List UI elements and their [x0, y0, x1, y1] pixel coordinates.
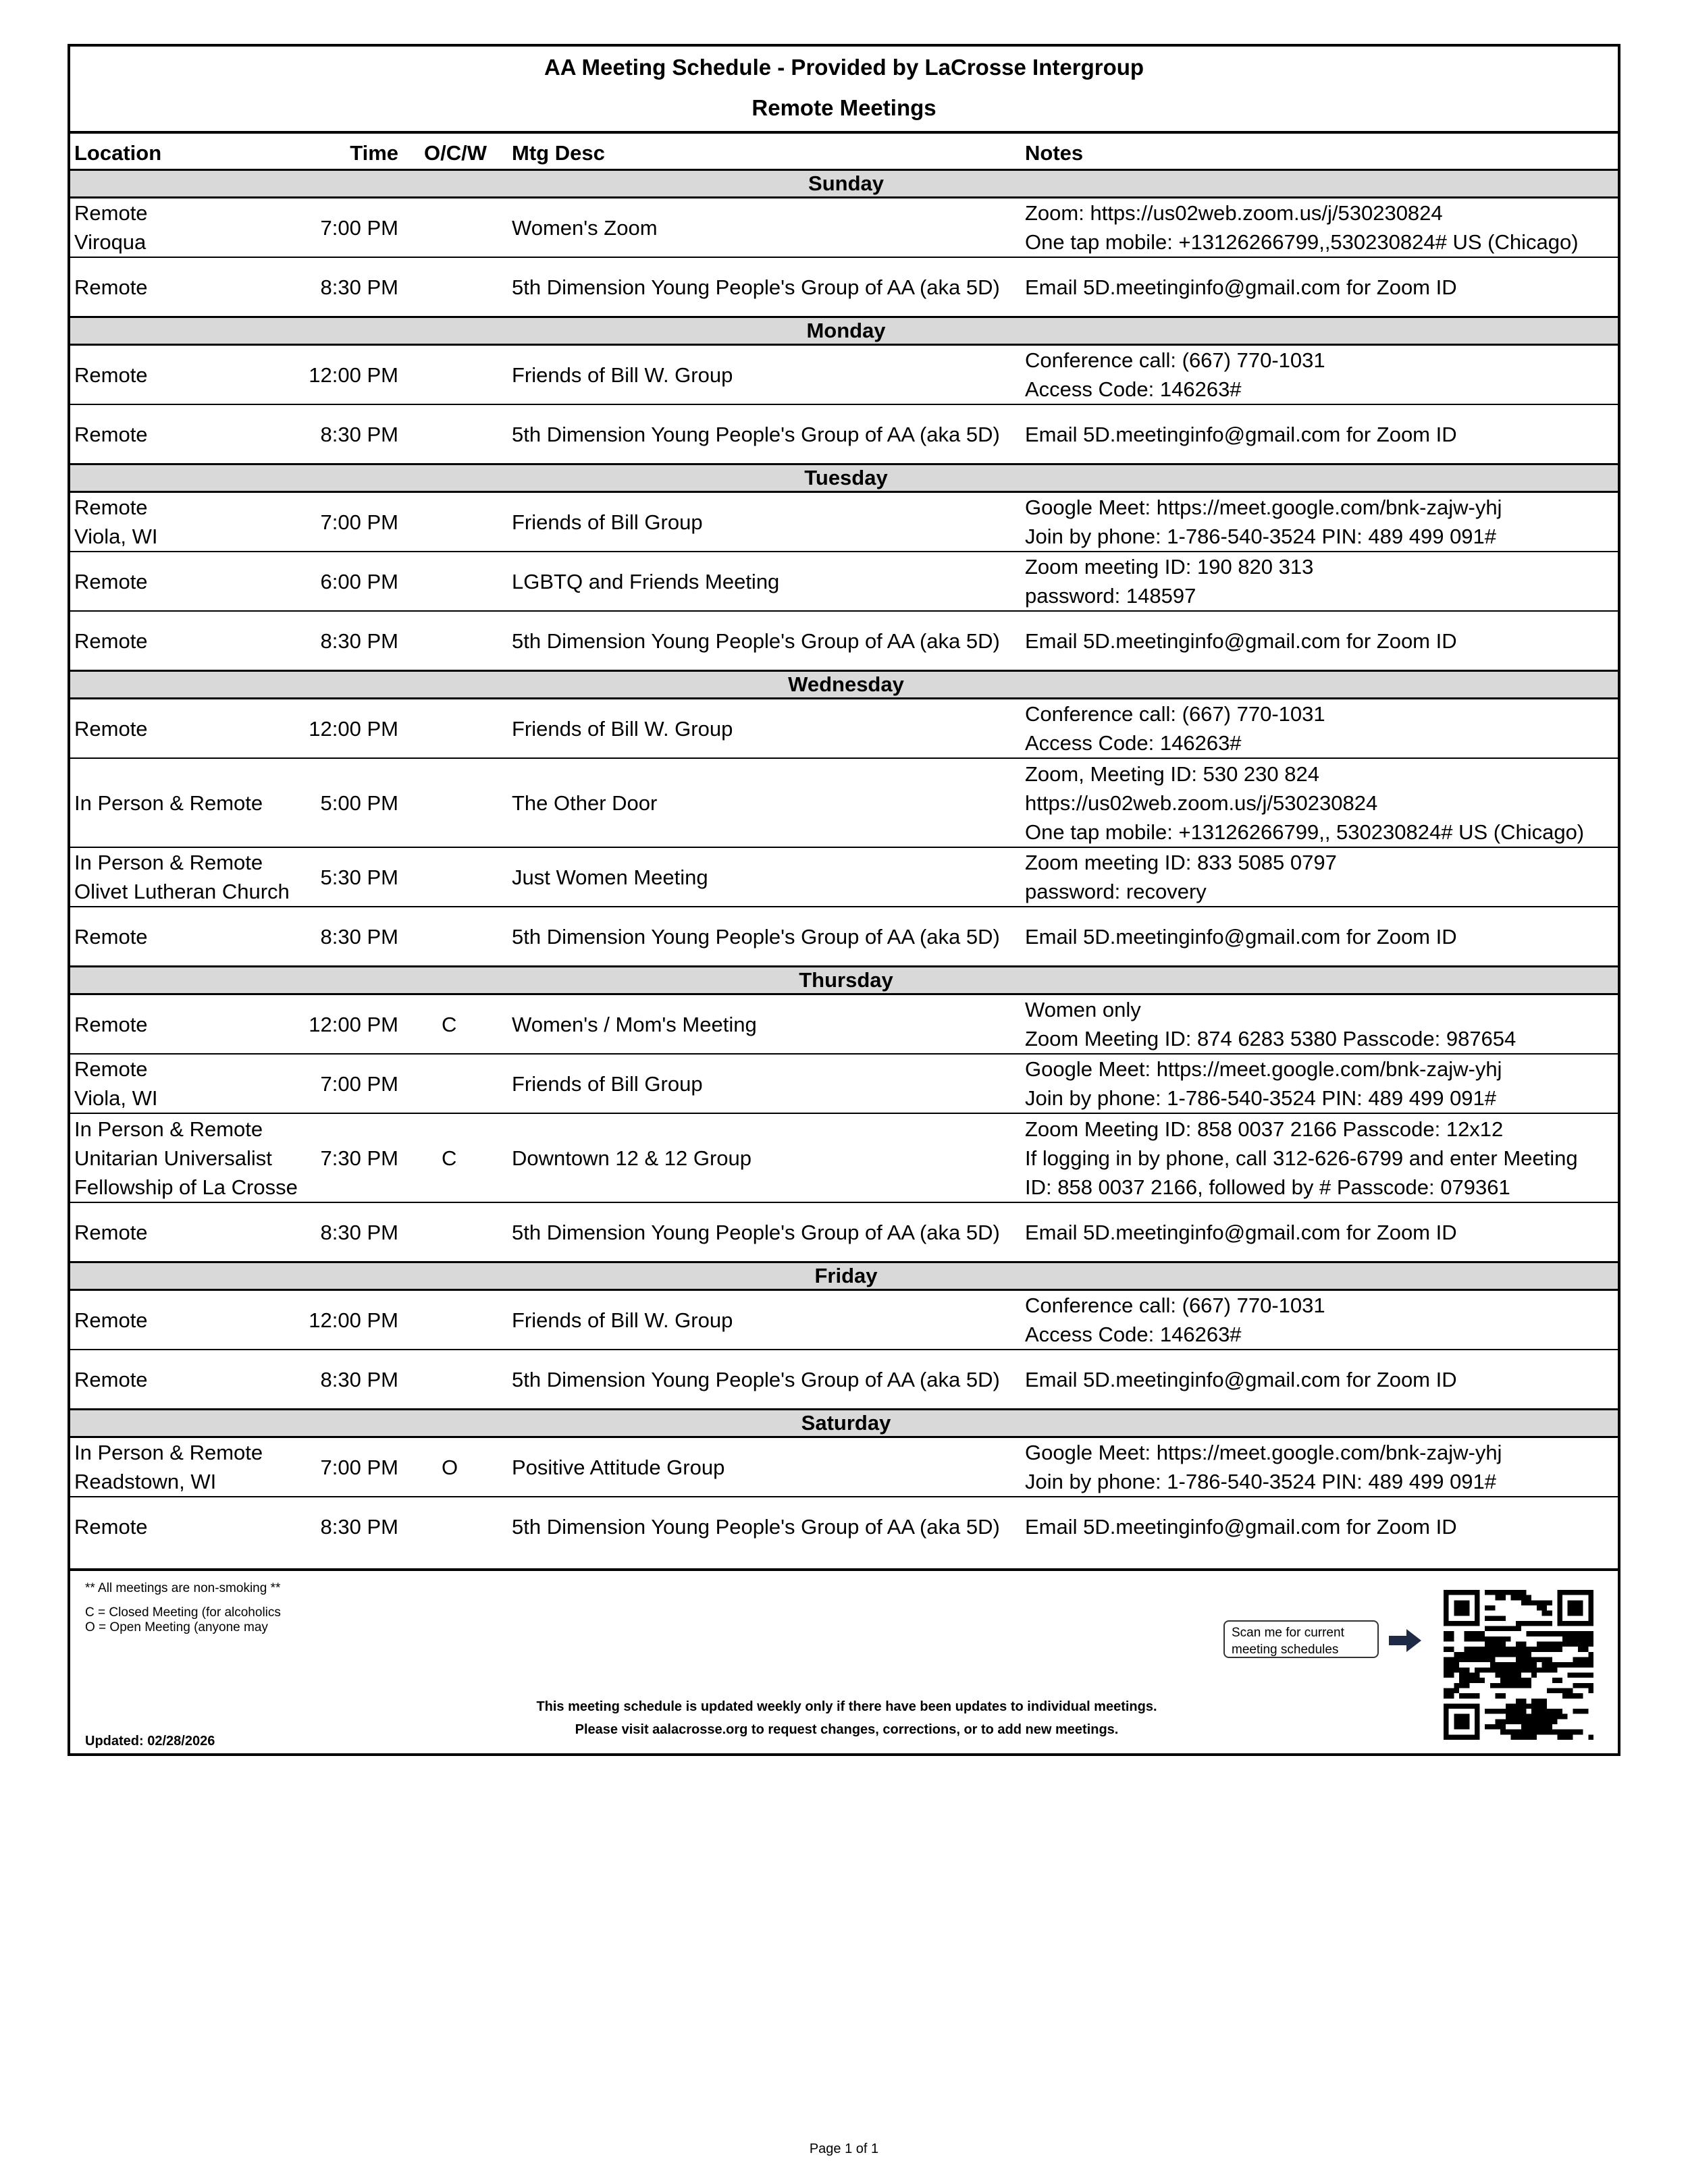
time-cell: 8:30 PM — [320, 924, 398, 949]
notes-cell: Zoom, Meeting ID: 530 230 824 https://us02web.zoom.us/j/530230824 One tap mobile: +13126266799,, 530230824# US (Chicago) — [1021, 758, 1618, 847]
time-cell: 5:00 PM — [300, 758, 419, 847]
location-cell: Remote — [74, 924, 148, 949]
header-location: Location — [74, 141, 162, 165]
time-cell: 7:00 PM — [300, 492, 419, 552]
time-cell: 7:00 PM — [300, 1437, 419, 1497]
desc-cell: Women's Zoom — [508, 198, 1021, 258]
title-block — [70, 47, 1618, 134]
qr-code[interactable] — [1438, 1590, 1600, 1740]
desc-cell: LGBTQ and Friends Meeting — [508, 552, 1021, 611]
location-cell: In Person & Remote Olivet Lutheran Church — [70, 847, 300, 907]
footer — [70, 1568, 1618, 1753]
day-header-tuesday: Tuesday — [70, 464, 1618, 492]
location-cell: In Person & Remote Readstown, WI — [70, 1437, 300, 1497]
ocw-cell — [419, 492, 508, 552]
header-time: Time — [350, 141, 398, 165]
ocw-cell — [419, 1054, 508, 1113]
ocw-cell: C — [419, 1113, 508, 1202]
table-row — [70, 257, 1618, 317]
time-cell: 12:00 PM — [300, 345, 419, 405]
ocw-cell: O — [419, 1437, 508, 1497]
ocw-cell — [419, 611, 508, 671]
time-cell: 8:30 PM — [320, 422, 398, 446]
ocw-cell — [419, 404, 508, 464]
desc-cell: Positive Attitude Group — [508, 1437, 1021, 1497]
ocw-cell — [419, 847, 508, 907]
table-row — [70, 994, 1618, 1055]
table-row — [70, 758, 1618, 847]
update-notice: This meeting schedule is updated weekly only if there have been updates to individual meetings. Please visit aalacrosse.org to request changes, corrections, or to add new meetings. — [536, 1699, 1157, 1737]
day-header-sunday: Sunday — [70, 170, 1618, 198]
location-cell: Remote — [74, 275, 148, 299]
time-cell: 12:00 PM — [300, 1290, 419, 1350]
desc-cell: Friends of Bill W. Group — [508, 345, 1021, 405]
desc-cell: 5th Dimension Young People's Group of AA (aka 5D) — [512, 629, 1000, 653]
location-cell: In Person & Remote Unitarian Universalist Fellowship of La Crosse — [70, 1113, 300, 1202]
time-cell: 8:30 PM — [320, 275, 398, 299]
time-cell: 8:30 PM — [320, 1514, 398, 1539]
schedule-sheet — [68, 44, 1620, 1756]
time-cell: 7:30 PM — [300, 1113, 419, 1202]
ocw-cell — [419, 1202, 508, 1262]
location-cell: Remote — [74, 1514, 148, 1539]
location-cell: Remote — [70, 994, 300, 1055]
table-row — [70, 492, 1618, 552]
table-row — [70, 1437, 1618, 1497]
time-cell: 8:30 PM — [320, 1220, 398, 1244]
day-header-thursday: Thursday — [70, 967, 1618, 994]
location-cell: Remote Viola, WI — [70, 492, 300, 552]
legend-closed: C = Closed Meeting (for alcoholics — [85, 1605, 281, 1620]
day-header-friday: Friday — [70, 1262, 1618, 1290]
desc-cell: Women's / Mom's Meeting — [508, 994, 1021, 1055]
table-row — [70, 198, 1618, 258]
non-smoking-note: ** All meetings are non-smoking ** — [85, 1581, 281, 1595]
table-row — [70, 1350, 1618, 1410]
desc-cell: Friends of Bill Group — [508, 492, 1021, 552]
desc-cell: Friends of Bill Group — [508, 1054, 1021, 1113]
day-header-monday: Monday — [70, 317, 1618, 345]
desc-cell: 5th Dimension Young People's Group of AA (aka 5D) — [512, 422, 1000, 446]
time-cell: 6:00 PM — [300, 552, 419, 611]
ocw-cell — [419, 699, 508, 759]
ocw-cell — [419, 257, 508, 317]
location-cell: Remote Viola, WI — [70, 1054, 300, 1113]
location-cell: Remote Viroqua — [70, 198, 300, 258]
notes-cell: Conference call: (667) 770-1031 Access Code: 146263# — [1021, 699, 1618, 759]
table-row — [70, 907, 1618, 967]
time-cell: 12:00 PM — [300, 994, 419, 1055]
desc-cell: 5th Dimension Young People's Group of AA (aka 5D) — [512, 1220, 1000, 1244]
table-row — [70, 699, 1618, 759]
table-header-row — [70, 134, 1618, 170]
location-cell: Remote — [74, 1367, 148, 1391]
time-cell: 7:00 PM — [300, 198, 419, 258]
notes-cell: Zoom: https://us02web.zoom.us/j/530230824 One tap mobile: +13126266799,,530230824# US (Chicago) — [1021, 198, 1618, 258]
location-cell: Remote — [74, 1220, 148, 1244]
notes-cell: Google Meet: https://meet.google.com/bnk-zajw-yhj Join by phone: 1-786-540-3524 PIN: 489 499 091# — [1021, 1054, 1618, 1113]
ocw-cell: C — [419, 994, 508, 1055]
table-row — [70, 1497, 1618, 1555]
table-row — [70, 1113, 1618, 1202]
location-cell: Remote — [70, 552, 300, 611]
location-cell: Remote — [74, 629, 148, 653]
notes-cell: Conference call: (667) 770-1031 Access Code: 146263# — [1021, 1290, 1618, 1350]
schedule-table — [70, 134, 1618, 1555]
time-cell: 5:30 PM — [300, 847, 419, 907]
scan-callout: Scan me for current meeting schedules — [1223, 1620, 1379, 1658]
ocw-cell — [419, 552, 508, 611]
desc-cell: 5th Dimension Young People's Group of AA (aka 5D) — [512, 924, 1000, 949]
table-row — [70, 1054, 1618, 1113]
ocw-cell — [419, 345, 508, 405]
notes-cell: Email 5D.meetinginfo@gmail.com for Zoom ID — [1025, 422, 1457, 446]
time-cell: 12:00 PM — [300, 699, 419, 759]
notes-cell: Google Meet: https://meet.google.com/bnk-zajw-yhj Join by phone: 1-786-540-3524 PIN: 489 499 091# — [1021, 1437, 1618, 1497]
day-header-saturday: Saturday — [70, 1410, 1618, 1437]
notes-cell: Email 5D.meetinginfo@gmail.com for Zoom ID — [1025, 1367, 1457, 1391]
table-row — [70, 611, 1618, 671]
desc-cell: Friends of Bill W. Group — [508, 699, 1021, 759]
table-row — [70, 847, 1618, 907]
location-cell: Remote — [70, 699, 300, 759]
arrow-right-icon — [1389, 1629, 1423, 1652]
notes-cell: Email 5D.meetinginfo@gmail.com for Zoom ID — [1025, 275, 1457, 299]
table-row — [70, 345, 1618, 405]
notes-cell: Email 5D.meetinginfo@gmail.com for Zoom ID — [1025, 924, 1457, 949]
notes-cell: Email 5D.meetinginfo@gmail.com for Zoom ID — [1025, 1220, 1457, 1244]
time-cell: 8:30 PM — [320, 1367, 398, 1391]
ocw-cell — [419, 1290, 508, 1350]
header-ocw: O/C/W — [424, 141, 487, 165]
ocw-cell — [419, 198, 508, 258]
page-subtitle: Remote Meetings — [751, 95, 937, 120]
desc-cell: 5th Dimension Young People's Group of AA (aka 5D) — [512, 1367, 1000, 1391]
header-notes: Notes — [1025, 141, 1084, 165]
ocw-cell — [419, 1350, 508, 1410]
ocw-cell — [419, 1497, 508, 1555]
time-cell: 7:00 PM — [300, 1054, 419, 1113]
table-row — [70, 1290, 1618, 1350]
notes-cell: Email 5D.meetinginfo@gmail.com for Zoom ID — [1025, 629, 1457, 653]
notes-cell: Zoom meeting ID: 833 5085 0797 password: recovery — [1021, 847, 1618, 907]
ocw-cell — [419, 758, 508, 847]
table-row — [70, 404, 1618, 464]
page-title: AA Meeting Schedule - Provided by LaCrosse Intergroup — [544, 55, 1144, 80]
legend-open: O = Open Meeting (anyone may — [85, 1620, 268, 1634]
desc-cell: The Other Door — [508, 758, 1021, 847]
desc-cell: Friends of Bill W. Group — [508, 1290, 1021, 1350]
table-row — [70, 1202, 1618, 1262]
notes-cell: Conference call: (667) 770-1031 Access Code: 146263# — [1021, 345, 1618, 405]
notes-cell: Zoom meeting ID: 190 820 313 password: 148597 — [1021, 552, 1618, 611]
desc-cell: Downtown 12 & 12 Group — [508, 1113, 1021, 1202]
location-cell: Remote — [74, 422, 148, 446]
notes-cell: Google Meet: https://meet.google.com/bnk-zajw-yhj Join by phone: 1-786-540-3524 PIN: 489 499 091# — [1021, 492, 1618, 552]
notes-cell: Women only Zoom Meeting ID: 874 6283 5380 Passcode: 987654 — [1021, 994, 1618, 1055]
page-number: Page 1 of 1 — [809, 2141, 879, 2156]
updated-date: Updated: 02/28/2026 — [85, 1734, 215, 1749]
desc-cell: 5th Dimension Young People's Group of AA (aka 5D) — [512, 1514, 1000, 1539]
header-desc: Mtg Desc — [512, 141, 605, 165]
time-cell: 8:30 PM — [320, 629, 398, 653]
location-cell: Remote — [70, 345, 300, 405]
location-cell: In Person & Remote — [70, 758, 300, 847]
location-cell: Remote — [70, 1290, 300, 1350]
notes-cell: Zoom Meeting ID: 858 0037 2166 Passcode: 12x12 If logging in by phone, call 312-626-6799 and enter Meeting ID: 858 0037 2166, followed by # Passcode: 079361 — [1021, 1113, 1618, 1202]
table-row — [70, 552, 1618, 611]
desc-cell: Just Women Meeting — [508, 847, 1021, 907]
ocw-cell — [419, 907, 508, 967]
desc-cell: 5th Dimension Young People's Group of AA (aka 5D) — [512, 275, 1000, 299]
day-header-wednesday: Wednesday — [70, 671, 1618, 699]
notes-cell: Email 5D.meetinginfo@gmail.com for Zoom ID — [1025, 1514, 1457, 1539]
